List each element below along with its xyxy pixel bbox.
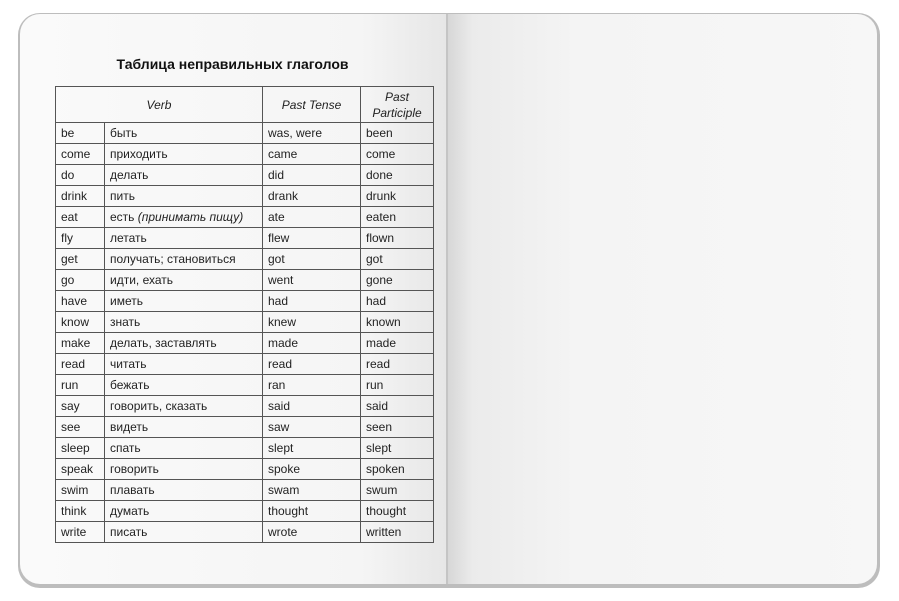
- translation-cell: [105, 438, 263, 459]
- past-participle-cell: [361, 249, 434, 270]
- translation-cell-text: иметь: [110, 294, 143, 308]
- past-participle-cell: [361, 144, 434, 165]
- table-row: [56, 480, 434, 501]
- verb-cell: [56, 291, 105, 312]
- translation-cell-text: делать, заставлять: [110, 336, 217, 350]
- right-page: [447, 14, 877, 584]
- verb-cell-text: get: [61, 252, 78, 266]
- past-tense-cell: [263, 165, 361, 186]
- past-participle-cell: [361, 228, 434, 249]
- translation-cell-text: есть: [110, 210, 135, 224]
- table-header-row: [56, 87, 434, 123]
- table-row: [56, 312, 434, 333]
- past-tense-cell-text: got: [268, 252, 285, 266]
- verb-cell-text: eat: [61, 210, 78, 224]
- past-participle-cell-text: done: [366, 168, 393, 182]
- past-tense-cell: [263, 312, 361, 333]
- verb-cell: [56, 333, 105, 354]
- translation-cell: [105, 354, 263, 375]
- translation-cell: [105, 522, 263, 543]
- past-tense-cell: [263, 375, 361, 396]
- translation-cell-text: делать: [110, 168, 149, 182]
- past-participle-cell: [361, 291, 434, 312]
- past-participle-cell-text: read: [366, 357, 391, 371]
- translation-cell-text: летать: [110, 231, 147, 245]
- past-participle-cell-text: run: [366, 378, 384, 392]
- past-participle-cell: [361, 270, 434, 291]
- past-tense-cell-text: drank: [268, 189, 299, 203]
- verb-cell-text: speak: [61, 462, 94, 476]
- past-participle-cell: [361, 438, 434, 459]
- translation-cell-text: знать: [110, 315, 141, 329]
- verb-cell: [56, 312, 105, 333]
- past-tense-cell: [263, 438, 361, 459]
- translation-cell: [105, 396, 263, 417]
- past-participle-cell: [361, 375, 434, 396]
- translation-cell-text: говорить: [110, 462, 159, 476]
- verb-cell-text: make: [61, 336, 91, 350]
- table-row: [56, 291, 434, 312]
- past-participle-cell-text: eaten: [366, 210, 397, 224]
- verb-cell: [56, 186, 105, 207]
- verb-cell-text: do: [61, 168, 75, 182]
- verb-cell-text: be: [61, 126, 75, 140]
- past-tense-cell-text: swam: [268, 483, 300, 497]
- past-tense-cell-text: ran: [268, 378, 286, 392]
- translation-cell-text: идти, ехать: [110, 273, 174, 287]
- header-verb: Verb: [56, 87, 263, 123]
- table-row: [56, 228, 434, 249]
- verb-cell: [56, 207, 105, 228]
- verb-cell: [56, 270, 105, 291]
- table-row: [56, 249, 434, 270]
- past-participle-cell: [361, 123, 434, 144]
- past-participle-cell: [361, 312, 434, 333]
- verb-cell-text: fly: [61, 231, 73, 245]
- past-tense-cell-text: saw: [268, 420, 290, 434]
- past-tense-cell: [263, 207, 361, 228]
- past-participle-cell-text: seen: [366, 420, 393, 434]
- past-participle-cell-text: had: [366, 294, 387, 308]
- verb-cell-text: have: [61, 294, 88, 308]
- translation-cell: [105, 333, 263, 354]
- table-row: [56, 354, 434, 375]
- verb-cell-text: come: [61, 147, 91, 161]
- past-tense-cell: [263, 480, 361, 501]
- translation-cell: [105, 186, 263, 207]
- verb-cell: [56, 354, 105, 375]
- past-tense-cell: [263, 270, 361, 291]
- translation-cell-text: быть: [110, 126, 138, 140]
- past-participle-cell-text: written: [366, 525, 402, 539]
- header-past-tense: Past Tense: [263, 87, 361, 123]
- table-row: [56, 207, 434, 228]
- header-past-participle: Past Participle: [361, 87, 434, 123]
- verb-cell: [56, 123, 105, 144]
- verb-cell: [56, 249, 105, 270]
- verb-cell-text: sleep: [61, 441, 90, 455]
- past-participle-cell: [361, 207, 434, 228]
- past-tense-cell: [263, 354, 361, 375]
- verb-cell-text: say: [61, 399, 80, 413]
- verb-cell-text: read: [61, 357, 86, 371]
- translation-cell: [105, 312, 263, 333]
- table-row: [56, 396, 434, 417]
- past-tense-cell-text: said: [268, 399, 291, 413]
- past-participle-cell-text: flown: [366, 231, 395, 245]
- translation-cell: [105, 375, 263, 396]
- translation-cell: [105, 480, 263, 501]
- translation-cell: [105, 228, 263, 249]
- table-row: [56, 333, 434, 354]
- table-row: [56, 270, 434, 291]
- past-tense-cell: [263, 249, 361, 270]
- past-participle-cell-text: come: [366, 147, 396, 161]
- past-tense-cell: [263, 522, 361, 543]
- past-participle-cell: [361, 522, 434, 543]
- past-tense-cell: [263, 123, 361, 144]
- verb-cell-text: run: [61, 378, 79, 392]
- past-tense-cell-text: read: [268, 357, 293, 371]
- past-participle-cell-text: got: [366, 252, 383, 266]
- translation-cell-text: думать: [110, 504, 150, 518]
- past-participle-cell-text: drunk: [366, 189, 397, 203]
- past-participle-cell: [361, 165, 434, 186]
- past-tense-cell-text: came: [268, 147, 298, 161]
- verb-cell-text: drink: [61, 189, 88, 203]
- past-participle-cell-text: been: [366, 126, 393, 140]
- translation-cell: [105, 270, 263, 291]
- translation-cell: [105, 501, 263, 522]
- translation-cell-text: приходить: [110, 147, 168, 161]
- translation-cell: [105, 417, 263, 438]
- translation-cell: [105, 291, 263, 312]
- past-tense-cell: [263, 144, 361, 165]
- page-title: Таблица неправильных глаголов: [116, 56, 349, 72]
- past-tense-cell-text: had: [268, 294, 289, 308]
- verb-cell: [56, 459, 105, 480]
- past-participle-cell-text: spoken: [366, 462, 405, 476]
- table-row: [56, 144, 434, 165]
- verb-cell-text: think: [61, 504, 87, 518]
- past-participle-cell-text: known: [366, 315, 401, 329]
- past-participle-cell-text: made: [366, 336, 397, 350]
- verb-cell: [56, 228, 105, 249]
- past-tense-cell-text: ate: [268, 210, 285, 224]
- table-row: [56, 186, 434, 207]
- past-participle-cell: [361, 396, 434, 417]
- past-tense-cell: [263, 291, 361, 312]
- translation-cell-text: бежать: [110, 378, 150, 392]
- past-participle-cell-text: swum: [366, 483, 398, 497]
- verb-cell-text: see: [61, 420, 81, 434]
- past-tense-cell: [263, 459, 361, 480]
- past-tense-cell-text: thought: [268, 504, 309, 518]
- translation-cell: [105, 144, 263, 165]
- past-tense-cell-text: went: [268, 273, 294, 287]
- past-tense-cell-text: spoke: [268, 462, 301, 476]
- past-participle-cell: [361, 354, 434, 375]
- past-tense-cell: [263, 228, 361, 249]
- past-participle-cell-text: said: [366, 399, 389, 413]
- verb-cell: [56, 480, 105, 501]
- table-row: [56, 123, 434, 144]
- table-row: [56, 459, 434, 480]
- translation-cell-text: получать; становиться: [110, 252, 236, 266]
- verb-cell-text: go: [61, 273, 75, 287]
- past-tense-cell-text: flew: [268, 231, 290, 245]
- past-tense-cell-text: did: [268, 168, 285, 182]
- past-tense-cell-text: knew: [268, 315, 297, 329]
- notebook-spine: [446, 14, 448, 584]
- translation-cell-text: видеть: [110, 420, 149, 434]
- past-tense-cell: [263, 396, 361, 417]
- verb-cell-text: write: [61, 525, 87, 539]
- past-participle-cell: [361, 186, 434, 207]
- verb-cell: [56, 144, 105, 165]
- table-row: [56, 165, 434, 186]
- past-participle-cell: [361, 417, 434, 438]
- verb-cell: [56, 522, 105, 543]
- translation-cell: [105, 207, 263, 228]
- past-tense-cell: [263, 501, 361, 522]
- translation-cell: [105, 459, 263, 480]
- translation-cell-text: спать: [110, 441, 141, 455]
- translation-cell: [105, 165, 263, 186]
- past-participle-cell: [361, 333, 434, 354]
- past-tense-cell: [263, 186, 361, 207]
- verb-cell: [56, 417, 105, 438]
- translation-cell: [105, 123, 263, 144]
- verb-cell: [56, 396, 105, 417]
- verb-cell: [56, 375, 105, 396]
- verb-cell-text: know: [61, 315, 90, 329]
- past-tense-cell-text: slept: [268, 441, 294, 455]
- table-row: [56, 417, 434, 438]
- translation-cell-text: плавать: [110, 483, 155, 497]
- table-row: [56, 501, 434, 522]
- verb-cell: [56, 501, 105, 522]
- translation-cell-text: пить: [110, 189, 135, 203]
- past-tense-cell: [263, 333, 361, 354]
- irregular-verbs-table: [55, 86, 434, 543]
- past-participle-cell-text: thought: [366, 504, 407, 518]
- verb-cell-text: swim: [61, 483, 89, 497]
- past-participle-cell: [361, 459, 434, 480]
- translation-cell-text: писать: [110, 525, 148, 539]
- translation-cell-text: читать: [110, 357, 147, 371]
- table-row: [56, 375, 434, 396]
- past-participle-cell: [361, 480, 434, 501]
- verb-cell: [56, 438, 105, 459]
- translation-note: (принимать пищу): [137, 210, 244, 224]
- verb-cell: [56, 165, 105, 186]
- past-tense-cell-text: was, were: [268, 126, 323, 140]
- table-row: [56, 438, 434, 459]
- translation-cell: [105, 249, 263, 270]
- past-participle-cell-text: gone: [366, 273, 393, 287]
- translation-cell-text: говорить, сказать: [110, 399, 208, 413]
- table-row: [56, 522, 434, 543]
- past-tense-cell: [263, 417, 361, 438]
- past-tense-cell-text: made: [268, 336, 299, 350]
- past-tense-cell-text: wrote: [268, 525, 298, 539]
- past-participle-cell: [361, 501, 434, 522]
- past-participle-cell-text: slept: [366, 441, 392, 455]
